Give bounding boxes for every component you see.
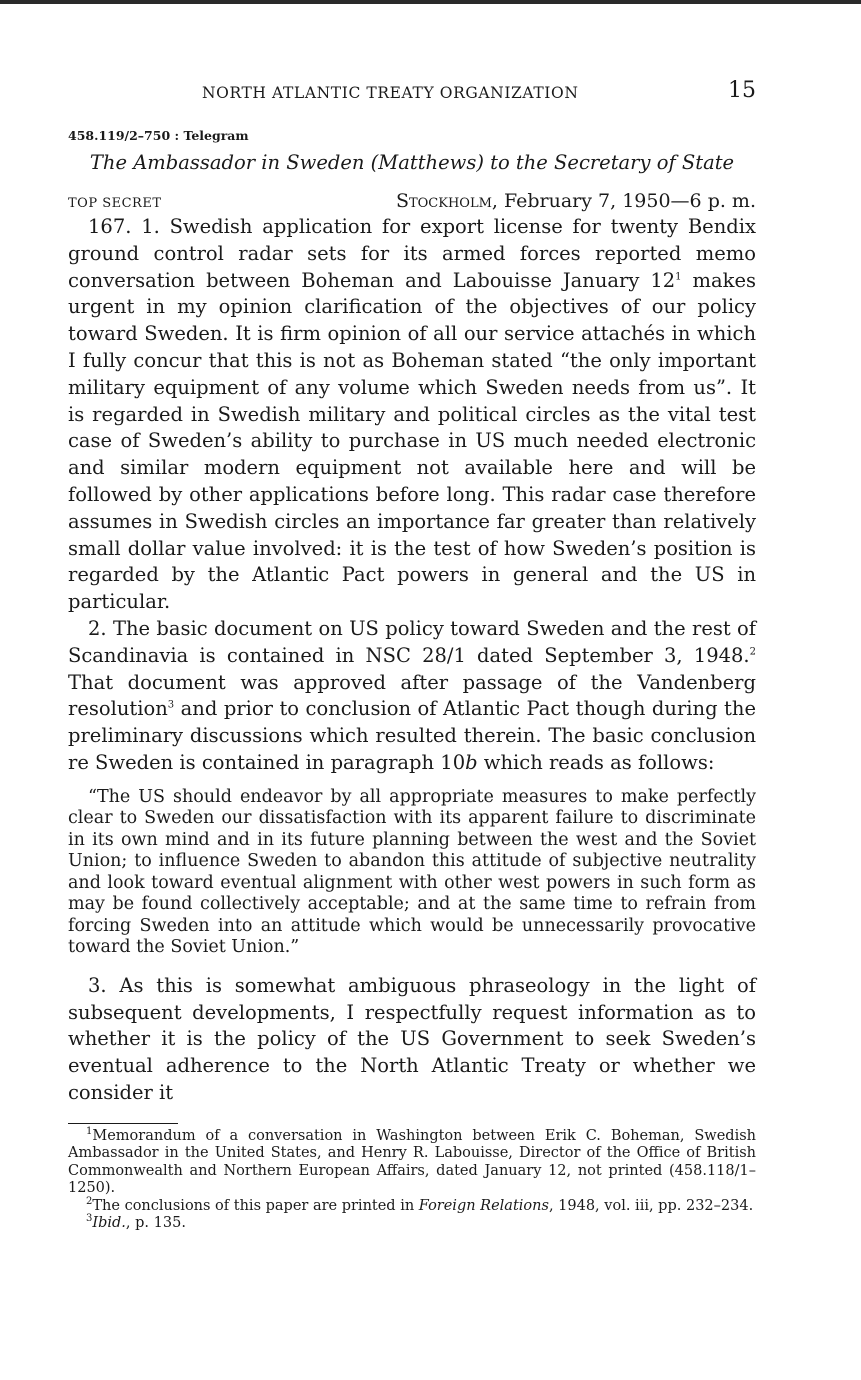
p2-text-a: 2. The basic document on US policy toward Sweden and the rest of Scandinavia is contained in NSC 28/1 dated September 3, 1948.: [68, 616, 756, 667]
footnote-1: [68, 1125, 756, 1198]
footnote-ref-2: 2: [749, 646, 756, 658]
p2-paragraph-letter: b: [465, 750, 478, 774]
document-page: [68, 76, 756, 1233]
footnote-ref-1: 1: [675, 271, 682, 283]
place-and-date: [396, 190, 756, 212]
classification-label: TOP SECRET: [68, 196, 162, 211]
heading-name: Matthews: [378, 151, 477, 174]
footnote-2-text-b: , 1948, vol. iii, pp. 232–234.: [548, 1197, 754, 1214]
footnote-1-number: 1: [86, 1125, 93, 1137]
page-number: 15: [728, 78, 756, 103]
footnote-3-number: 3: [86, 1213, 93, 1225]
document-heading: [68, 151, 756, 174]
p1-text-a: 167. 1. Swedish application for export license for twenty Bendix ground control radar sets for its armed forces reported memo conversation between Boheman and Labouisse January 12: [68, 215, 756, 292]
footnote-ref-3: 3: [167, 699, 175, 711]
footnote-3-text: , p. 135.: [125, 1215, 186, 1232]
date-text: , February 7, 1950—6 p. m.: [491, 190, 756, 212]
running-header: [68, 76, 756, 110]
footnote-2-number: 2: [86, 1195, 93, 1207]
p1-text-b: makes urgent in my opinion clarification of the objectives of our policy toward Sweden. It is firm opinion of all our service attachés in which I fully concur that this is not as Boheman stated “the only important military equipment of any volume which Sweden needs from us”. It is regarded in Swedish military and political circles as the vital test case of Sweden’s ability to purchase in US much needed electronic and similar modern equipment not available here and will be followed by other applications before long. This radar case therefore assumes in Swedish circles an importance far greater than relatively small dollar value involved: it is the test of how Sweden’s position is regarded by the Atlantic Pact powers in general and the US in particular.: [68, 268, 756, 614]
running-title: NORTH ATLANTIC TREATY ORGANIZATION: [202, 84, 579, 102]
footnote-1-text: Memorandum of a conversation in Washington between Erik C. Boheman, Swedish Ambassador in the United States, and Henry R. Labouisse, Director of the Office of British Commonwealth and Northern European Affairs, dated January 12, not printed (458.118/1–1250).: [68, 1127, 756, 1197]
paragraph-2: [68, 616, 756, 777]
footnote-3-ibid: Ibid.: [92, 1215, 126, 1232]
paragraph-3: 3. As this is somewhat ambiguous phraseology in the light of subsequent developments, I respectfully request information as to whether it is the policy of the US Government to seek Sweden’s eventual adherence to the North Atlantic Treaty or whether we consider it: [68, 973, 756, 1104]
heading-part-b: ) to the Secretary of State: [476, 151, 735, 174]
p2-text-c: and prior to conclusion of Atlantic Pact though during the preliminary discussions which resulted therein. The basic conclusion re Sweden is contained in paragraph 10: [68, 697, 756, 774]
paragraph-1: [68, 214, 756, 616]
footnote-2-text-a: The conclusions of this paper are printed in: [92, 1197, 419, 1214]
p2-text-b: That document was approved after passage of the Vandenberg resolution: [68, 670, 756, 721]
top-border-line: [0, 0, 861, 4]
heading-part-a: The Ambassador in Sweden (: [89, 151, 379, 174]
footnote-2-title: Foreign Relations: [418, 1197, 549, 1214]
dateline: [68, 190, 756, 214]
footnote-3: [68, 1215, 756, 1233]
document-reference: 458.119/2–750 : Telegram: [68, 128, 249, 143]
footnote-divider: [68, 1123, 178, 1124]
place-name: Stockholm: [395, 190, 492, 212]
p2-text-d: which reads as follows:: [477, 750, 715, 774]
footnote-2: [68, 1195, 756, 1216]
quoted-passage: “The US should endeavor by all appropriate measures to make perfectly clear to Sweden our dissatisfaction with its apparent failure to discriminate in its own mind and in its future planning between the west and the Soviet Union; to influence Sweden to abandon this attitude of subjective neutrality and look toward eventual alignment with other west powers in such form as may be found collectively acceptable; and at the same time to refrain from forcing Sweden into an attitude which would be unnecessarily provocative toward the Soviet Union.”: [68, 786, 756, 958]
